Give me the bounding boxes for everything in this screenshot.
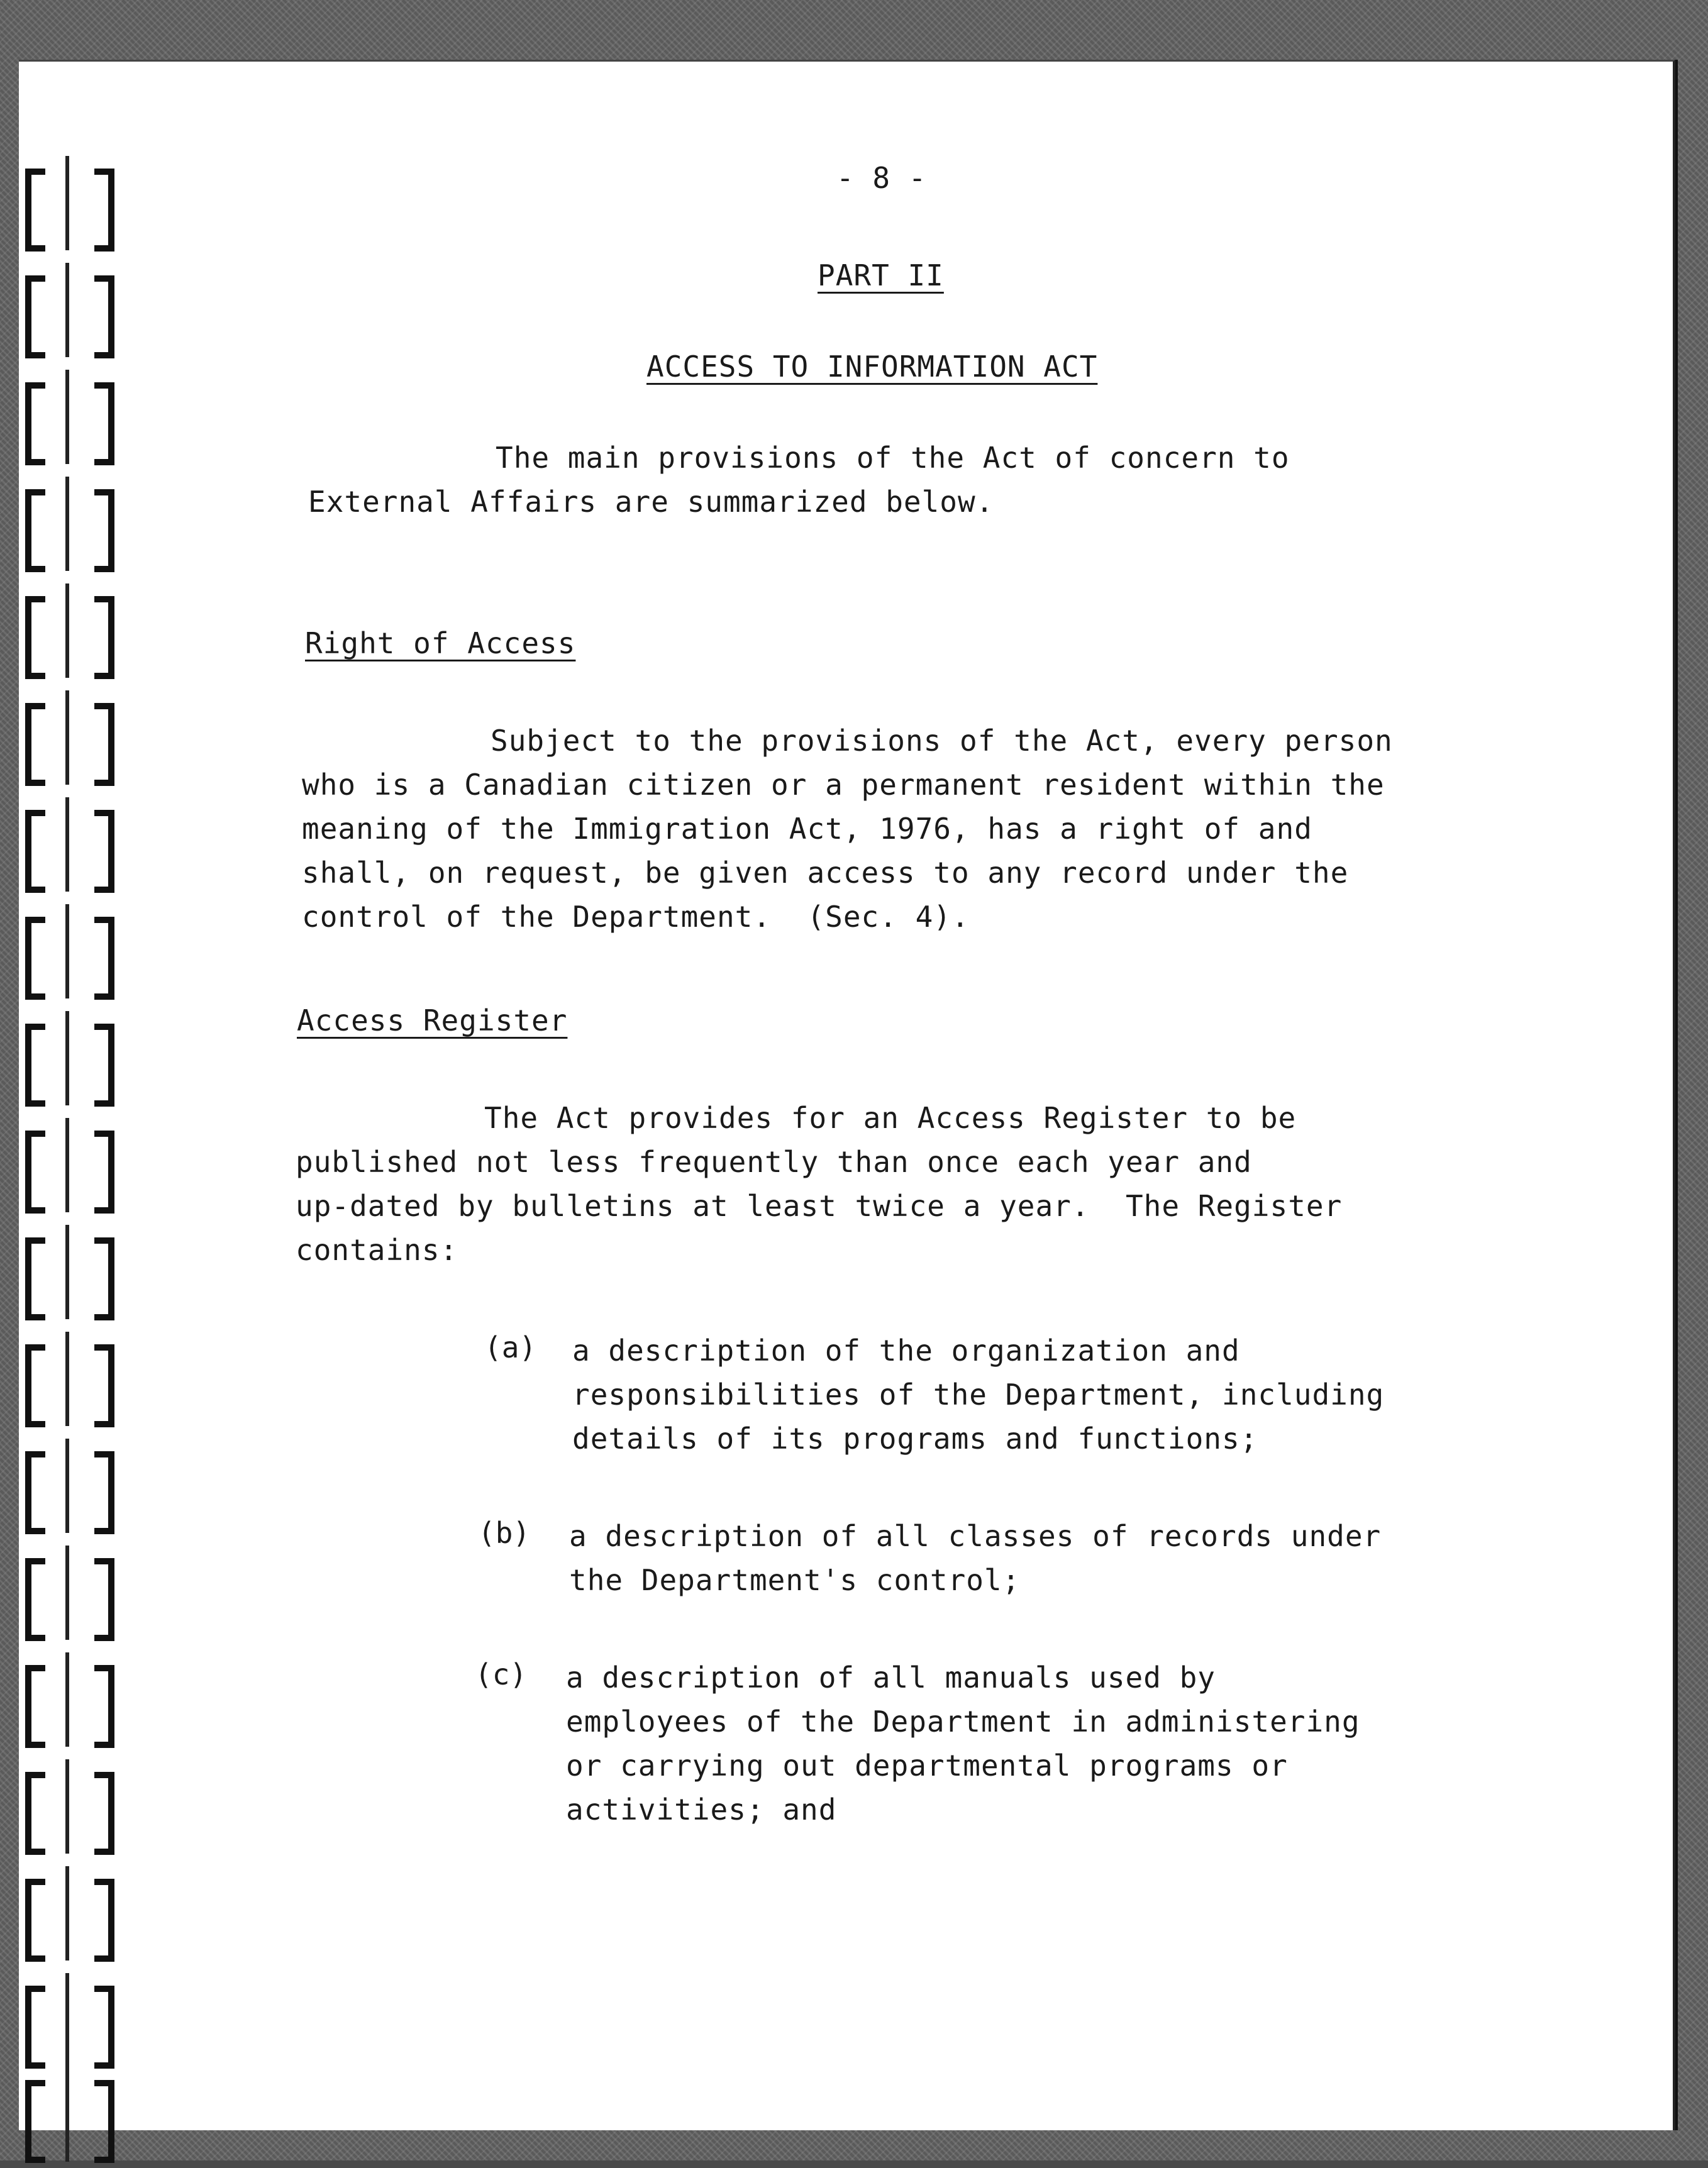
list-item-line: the Department's control; (569, 1563, 1021, 1597)
binding-ring (25, 1451, 119, 1525)
access-register-line: published not less frequently than once each year and (296, 1145, 1252, 1179)
binding-ring (25, 1344, 119, 1419)
list-item-line: or carrying out departmental programs or (566, 1749, 1288, 1783)
binding-ring (25, 2080, 119, 2154)
binding-ring (25, 596, 119, 670)
binding-ring (25, 169, 119, 243)
access-register-line: The Act provides for an Access Register to be (484, 1101, 1297, 1135)
right-of-access-line: meaning of the Immigration Act, 1976, has a right of and (302, 812, 1312, 846)
list-item-line: a description of all manuals used by (566, 1661, 1216, 1695)
list-item-label: (c) (475, 1657, 528, 1691)
right-of-access-line: control of the Department. (Sec. 4). (302, 900, 970, 934)
list-item-line: activities; and (566, 1793, 837, 1827)
list-item-line: details of its programs and functions; (572, 1422, 1258, 1456)
binding-ring (25, 1558, 119, 1632)
intro-line-1: The main provisions of the Act of concern to (496, 441, 1290, 475)
list-item-label: (b) (478, 1516, 531, 1550)
intro-line-2: External Affairs are summarized below. (308, 485, 994, 519)
list-item-line: responsibilities of the Department, including (572, 1378, 1385, 1412)
page-number: - 8 - (836, 161, 927, 195)
binding-ring (25, 703, 119, 777)
binding-ring (25, 1131, 119, 1205)
binding-ring (25, 382, 119, 456)
list-item-label: (a) (484, 1330, 537, 1364)
section-heading-access-register: Access Register (297, 1004, 568, 1037)
access-register-line: up-dated by bulletins at least twice a year. The Register (296, 1189, 1343, 1223)
access-register-line: contains: (296, 1233, 458, 1267)
list-item-line: a description of all classes of records under (569, 1519, 1382, 1553)
binding-ring (25, 1665, 119, 1739)
binding-ring (25, 1986, 119, 2060)
binding-ring (25, 275, 119, 350)
part-heading: PART II (818, 258, 944, 292)
binding-ring (25, 810, 119, 884)
document-page (19, 60, 1675, 2130)
section-heading-right-of-access: Right of Access (305, 626, 576, 660)
right-of-access-line: who is a Canadian citizen or a permanent resident within the (302, 768, 1385, 802)
binding-ring (25, 1772, 119, 1846)
binding-ring (25, 1024, 119, 1098)
act-heading: ACCESS TO INFORMATION ACT (646, 350, 1098, 384)
binding-ring (25, 1237, 119, 1312)
right-of-access-line: shall, on request, be given access to any record under the (302, 856, 1349, 890)
binding-ring (25, 917, 119, 991)
binding-ring (25, 489, 119, 563)
list-item-line: a description of the organization and (572, 1334, 1240, 1368)
spiral-binding (19, 156, 132, 2168)
right-of-access-line: Subject to the provisions of the Act, every person (491, 724, 1393, 758)
list-item-line: employees of the Department in administering (566, 1705, 1360, 1739)
binding-ring (25, 1879, 119, 1953)
